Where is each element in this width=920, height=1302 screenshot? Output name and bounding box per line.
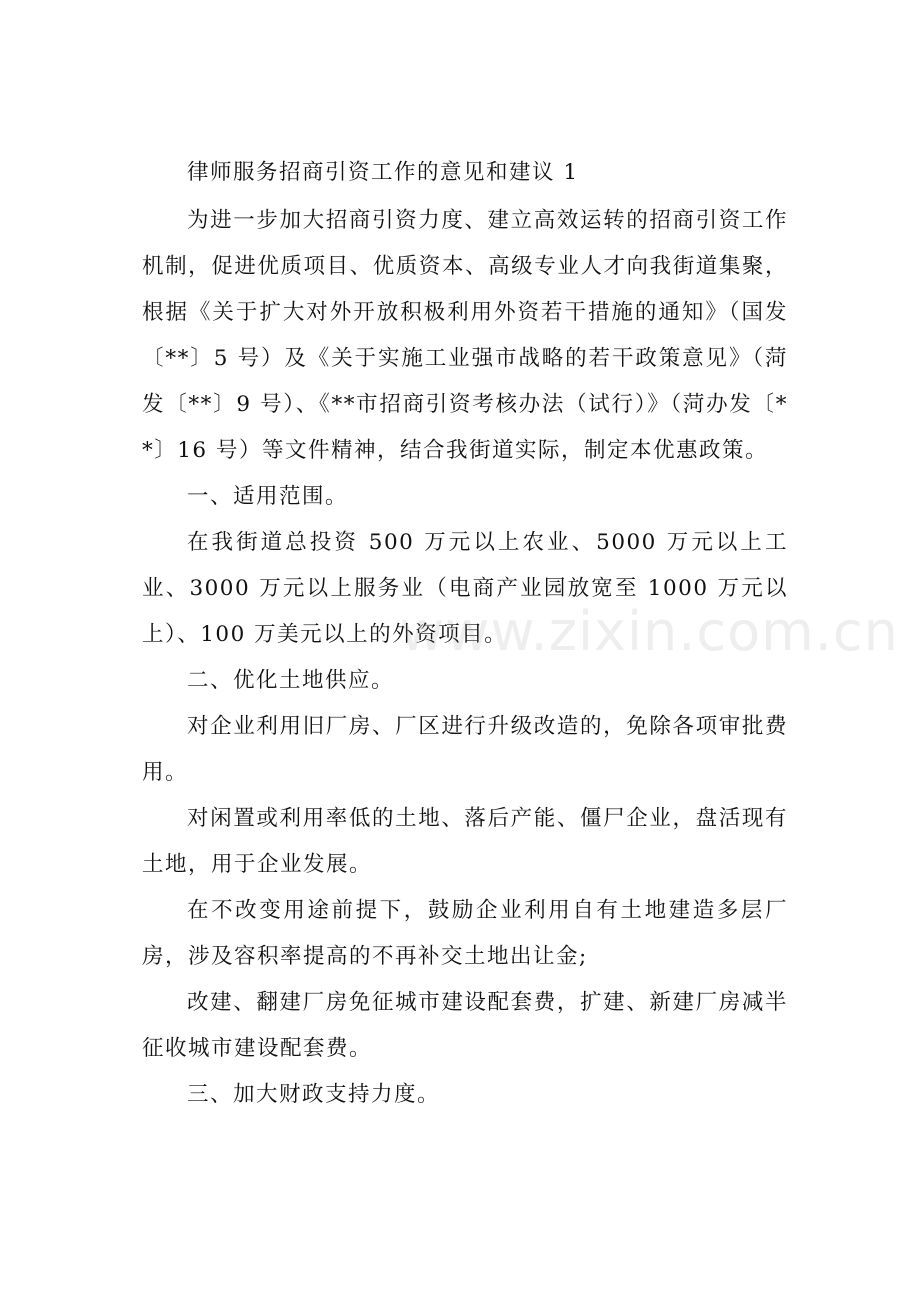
document-title: 律师服务招商引资工作的意见和建议 1 (187, 160, 579, 185)
paragraph-land-2: 对闲置或利用率低的土地、落后产能、僵尸企业，盘活现有土地，用于企业发展。 (142, 806, 788, 877)
paragraph-intro: 为进一步加大招商引资力度、建立高效运转的招商引资工作机制，促进优质项目、优质资本、高级专业人才向我街道集聚，根据《关于扩大对外开放积极利用外资若干措施的通知》（国发〔**〕5 号）及《关于实施工业强市战略的若干政策意见》（菏发〔**〕9 号）、《**市招商引资考核办法（试行）》（菏办发〔**〕16 号）等文件精神，结合我街道实际，制定本优惠政策。 (142, 208, 788, 463)
paragraph-land-4: 改建、翻建厂房免征城市建设配套费，扩建、新建厂房减半征收城市建设配套费。 (142, 990, 788, 1061)
section-heading-finance: 三、加大财政支持力度。 (187, 1082, 441, 1107)
paragraph-land-3: 在不改变用途前提下，鼓励企业利用自有土地建造多层厂房，涉及容积率提高的不再补交土地出让金; (142, 898, 788, 969)
watermark: www.zixin.com.cn (400, 600, 899, 663)
paragraph-land-1: 对企业利用旧厂房、厂区进行升级改造的，免除各项审批费用。 (142, 714, 788, 785)
document-body (142, 150, 788, 1118)
paragraph-scope: 在我街道总投资 500 万元以上农业、5000 万元以上工业、3000 万元以上服务业（电商产业园放宽至 1000 万元以上）、100 万美元以上的外资项目。 (142, 530, 788, 647)
section-heading-land-supply: 二、优化土地供应。 (187, 668, 395, 693)
section-heading-scope: 一、适用范围。 (187, 484, 349, 509)
